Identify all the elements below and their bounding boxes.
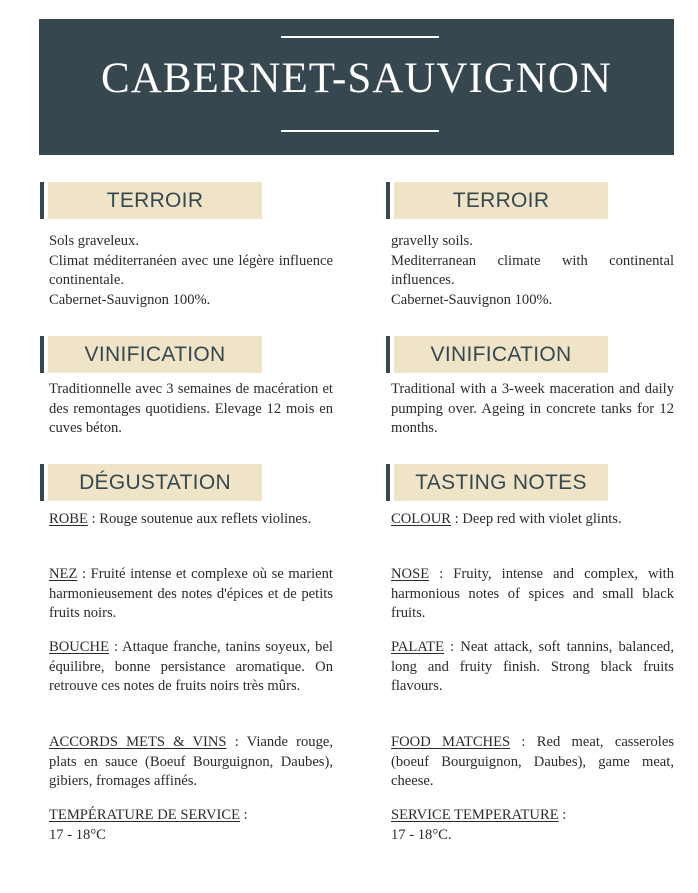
palate-note [391,638,674,697]
colour-label: COLOUR [391,511,451,527]
terroir-text-fr [49,232,333,311]
food-note [391,733,674,792]
title-banner [39,19,674,155]
colour-text: : Deep red with violet glints. [451,511,622,527]
palate-text: : Neat attack, soft tannins, balanced, long and fruity finish. Strong black fruits flavours. [391,639,674,695]
header-accent-bar [386,464,390,501]
header-accent-bar [386,182,390,219]
terroir-line: Cabernet-Sauvignon 100%. [391,292,553,309]
tasting-heading-fr: DÉGUSTATION [48,464,262,501]
temperature-value-en: 17 - 18°C. [391,826,452,843]
temperature-sep: : [240,807,248,823]
vinification-text-en [391,380,674,439]
temperature-sep: : [558,807,567,823]
robe-label: ROBE [49,511,88,527]
palate-label: PALATE [391,639,444,655]
vinification-paragraph: Traditional with a 3-week maceration and daily pumping over. Ageing in concrete tanks for 12 months. [391,381,674,437]
nose-note [391,565,674,624]
terroir-heading-en: TERROIR [394,182,608,219]
terroir-line: Cabernet-Sauvignon 100%. [49,292,211,309]
accords-text: : Viande rouge, plats en sauce (Boeuf Bourguignon, Daubes), gibiers, fromages affinés. [49,734,333,790]
vinification-text-fr [49,380,333,439]
temperature-label-fr: TEMPÉRATURE DE SERVICE [49,807,240,823]
robe-note [49,510,333,530]
accords-note [49,733,333,792]
nez-text: : Fruité intense et complexe où se marient harmonieusement des notes d'épices et de petits fruits noirs. [49,566,333,622]
vinification-heading-fr: VINIFICATION [48,336,262,373]
temperature-value-fr: 17 - 18°C [49,826,106,843]
header-accent-bar [386,336,390,373]
terroir-heading-fr: TERROIR [48,182,262,219]
robe-text: : Rouge soutenue aux reflets violines. [87,511,312,527]
nose-label: NOSE [391,566,430,582]
bouche-text: : Attaque franche, tanins soyeux, bel équilibre, bonne persistance aromatique. On retrouve ces notes de fruits noirs très mûrs. [49,639,333,695]
temperature-note-en [391,806,674,845]
vinification-paragraph: Traditionnelle avec 3 semaines de macération et des remontages quotidiens. Elevage 12 mois en cuves béton. [49,381,333,437]
nose-text: : Fruity, intense and complex, with harmonious notes of spices and small black fruits. [391,566,674,622]
nez-label: NEZ [49,566,78,582]
bouche-note [49,638,333,697]
food-text: : Red meat, casseroles (boeuf Bourguignon, Daubes), game meat, cheese. [391,734,675,790]
wine-title: CABERNET-SAUVIGNON [101,55,612,102]
terroir-line: Climat méditerranéen avec une légère influence continentale. [49,252,333,289]
temperature-note-fr [49,806,333,845]
banner-rule-bottom [281,130,439,132]
nez-note [49,565,333,624]
terroir-text-en [391,232,674,311]
food-label: FOOD MATCHES [391,734,511,750]
tasting-heading-en: TASTING NOTES [394,464,608,501]
vinification-heading-en: VINIFICATION [394,336,608,373]
header-accent-bar [40,464,44,501]
terroir-line: Mediterranean climate with continental influences. [391,252,674,289]
terroir-line: gravelly soils. [391,233,473,249]
header-accent-bar [40,336,44,373]
temperature-label-en: SERVICE TEMPERATURE [391,807,559,823]
colour-note [391,510,674,530]
terroir-line: Sols graveleux. [49,233,139,249]
banner-rule-top [281,36,439,38]
bouche-label: BOUCHE [49,639,109,655]
accords-label: ACCORDS METS & VINS [49,734,227,750]
header-accent-bar [40,182,44,219]
